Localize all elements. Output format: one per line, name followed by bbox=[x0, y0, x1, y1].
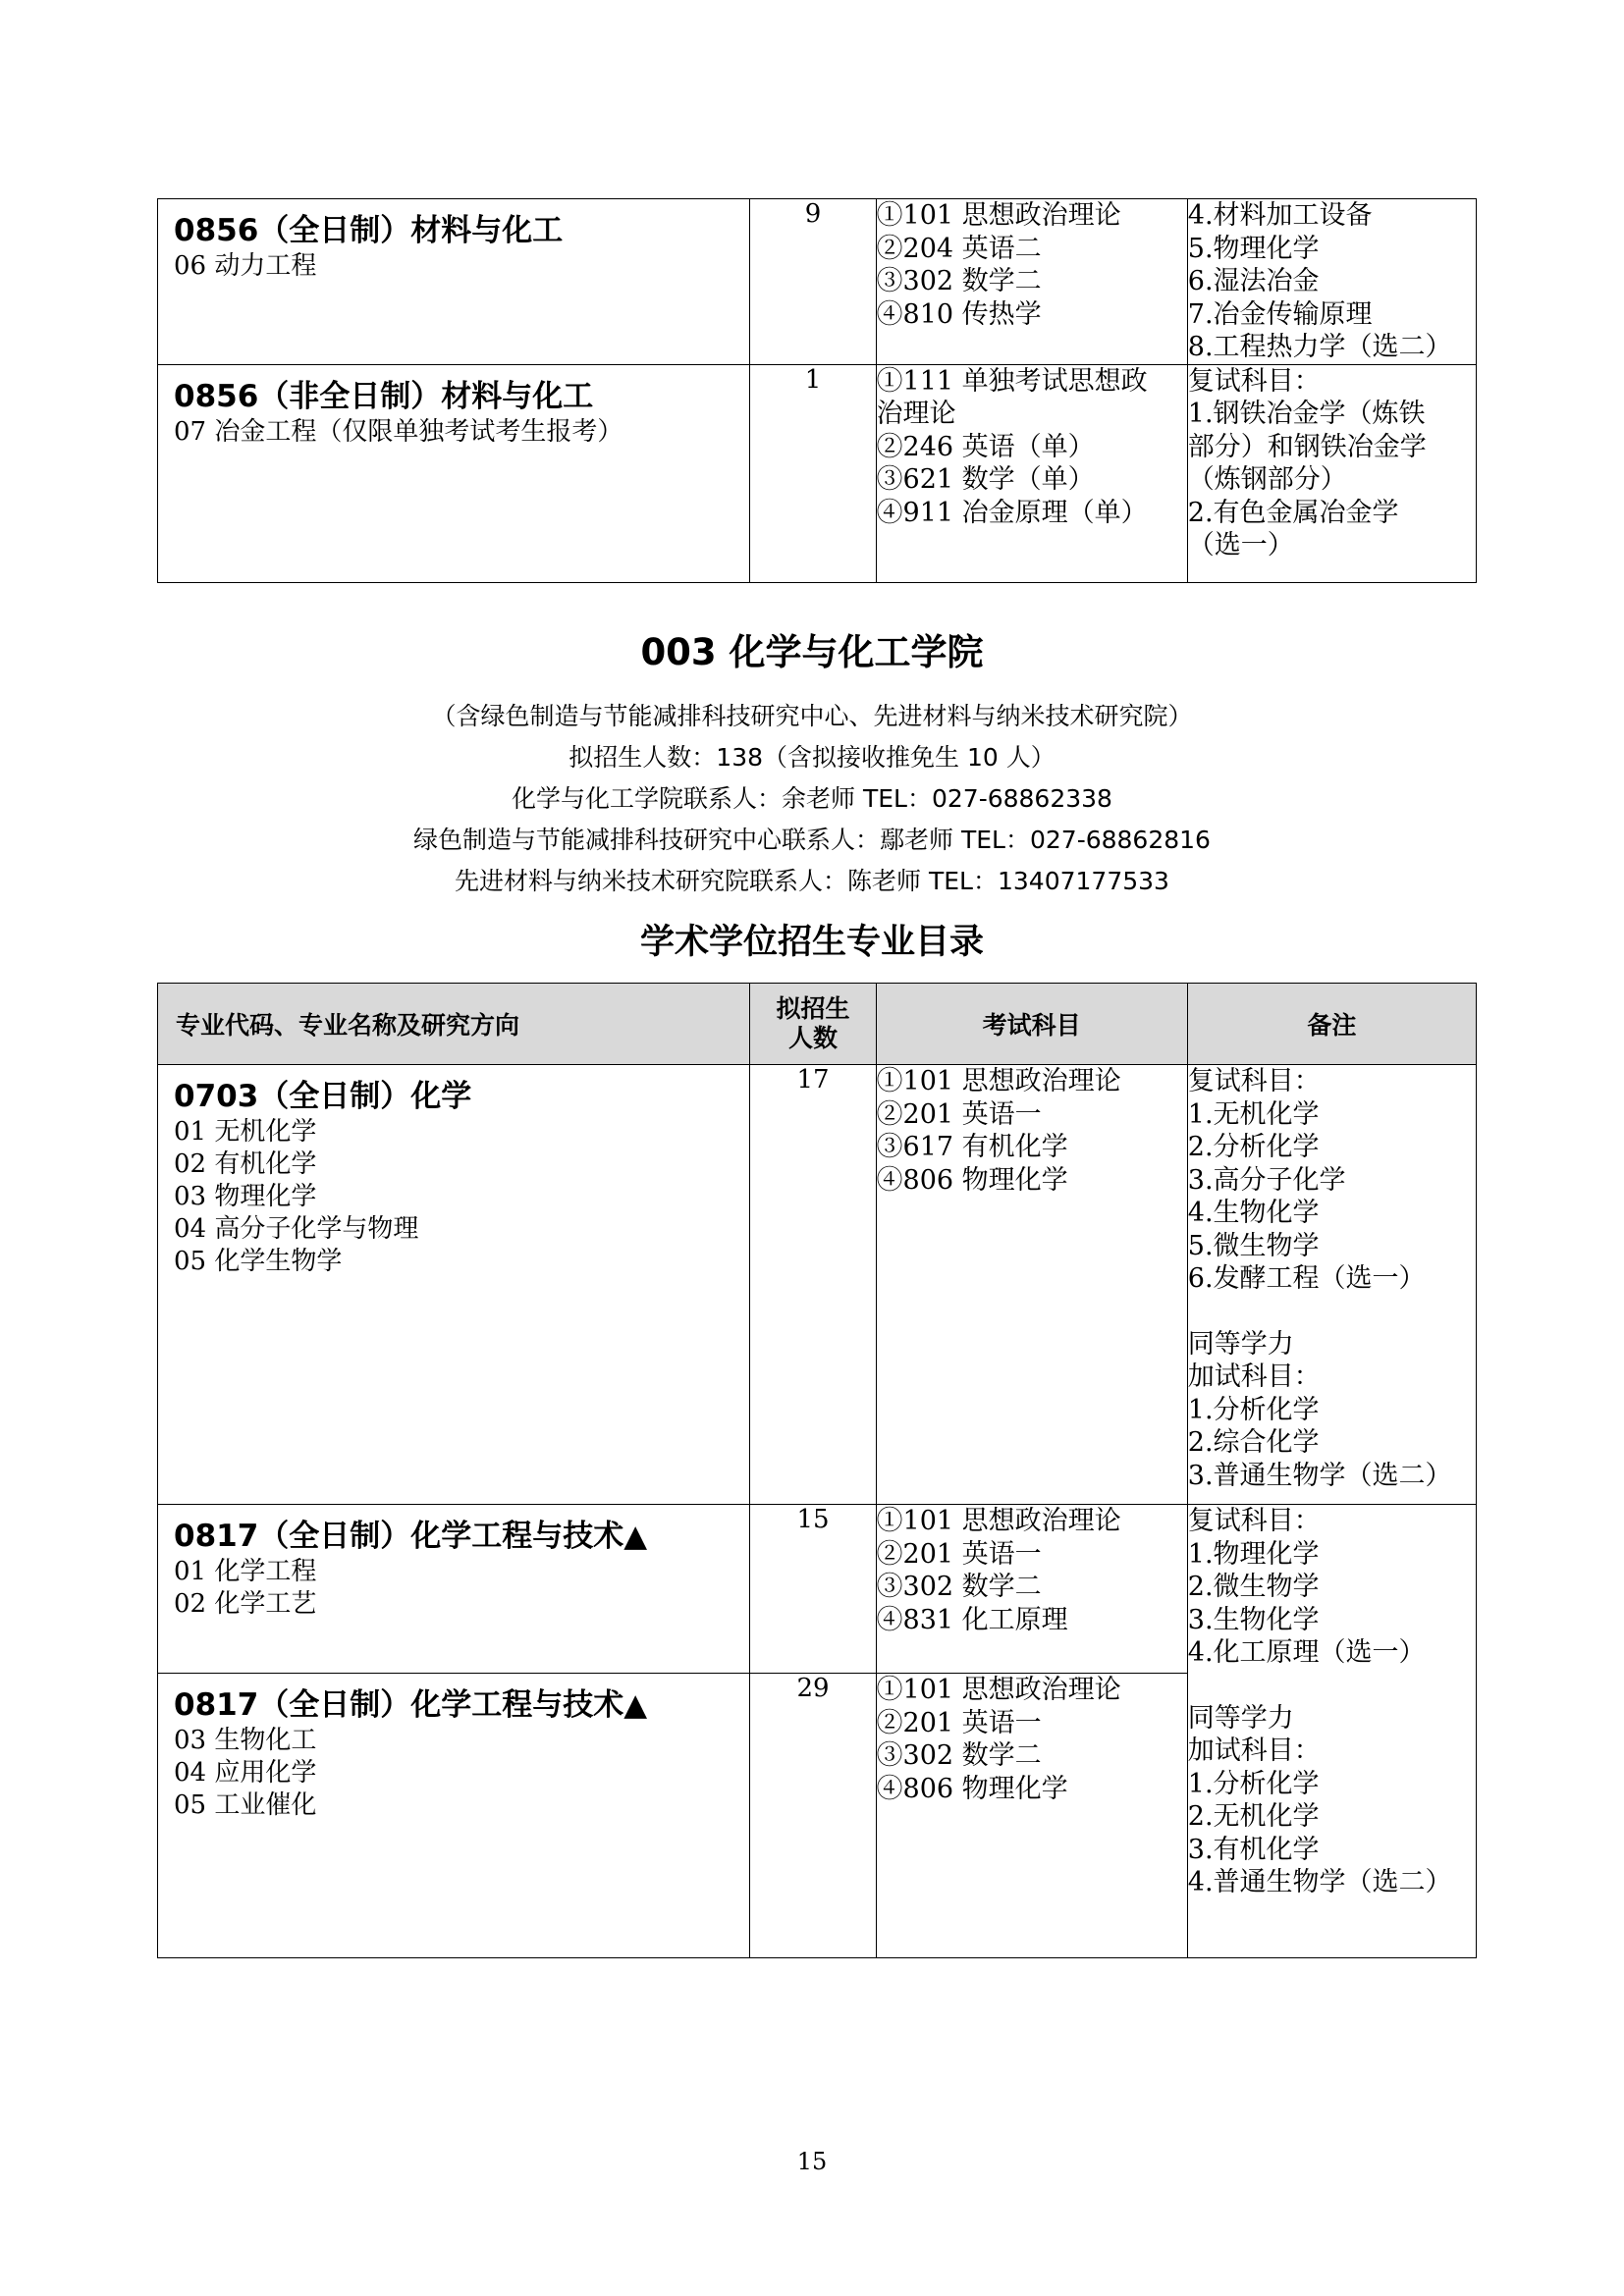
note-line: 4.普通生物学（选二） bbox=[1187, 1867, 1452, 1897]
note-line: 2.微生物学 bbox=[1187, 1572, 1320, 1602]
quota-cell: 29 bbox=[750, 1674, 876, 1958]
catalog-title: 学术学位招生专业目录 bbox=[639, 923, 984, 962]
note-line: 加试科目： bbox=[1187, 1735, 1321, 1766]
note-line: 2.综合化学 bbox=[1187, 1427, 1320, 1458]
exams-cell bbox=[876, 199, 1187, 365]
exams-cell bbox=[876, 1505, 1187, 1674]
note-line: 3.高分子化学 bbox=[1187, 1164, 1346, 1196]
note-line: 2.无机化学 bbox=[1187, 1801, 1320, 1832]
exam-subject: ①101 思想政治理论 bbox=[876, 1066, 1121, 1096]
exam-subject: ③617 有机化学 bbox=[876, 1132, 1068, 1162]
major-cell bbox=[158, 199, 750, 365]
research-direction: 05 工业催化 bbox=[174, 1790, 317, 1820]
table-row bbox=[158, 199, 1477, 365]
quota-cell: 1 bbox=[750, 364, 876, 582]
major-title: 0817（全日制）化学工程与技术▲ bbox=[174, 1519, 648, 1554]
exam-subject: ④806 物理化学 bbox=[876, 1164, 1068, 1196]
exam-subject: ②204 英语二 bbox=[876, 233, 1042, 264]
note-line: 加试科目： bbox=[1187, 1362, 1321, 1392]
exam-subject: ④806 物理化学 bbox=[876, 1773, 1068, 1804]
major-title: 0817（全日制）化学工程与技术▲ bbox=[174, 1687, 648, 1723]
note-line: 4.生物化学 bbox=[1187, 1198, 1320, 1228]
notes-cell bbox=[1187, 1065, 1476, 1505]
exam-subject: ④911 冶金原理（单） bbox=[876, 497, 1148, 528]
catalog-table bbox=[157, 983, 1477, 1958]
notes-cell bbox=[1187, 364, 1476, 582]
major-title: 0703（全日制）化学 bbox=[174, 1079, 472, 1114]
note-line: 1.分析化学 bbox=[1187, 1394, 1320, 1425]
exams-cell bbox=[876, 364, 1187, 582]
exam-subject: ②201 英语一 bbox=[876, 1707, 1042, 1738]
header-quota bbox=[750, 984, 876, 1065]
exam-subject: ②201 英语一 bbox=[876, 1538, 1042, 1570]
contact-line: 绿色制造与节能减排科技研究中心联系人：鄢老师 TEL：027-68862816 bbox=[413, 826, 1211, 854]
exam-subject: ③302 数学二 bbox=[876, 1572, 1042, 1602]
major-cell bbox=[158, 1065, 750, 1505]
exam-subject: ④831 化工原理 bbox=[876, 1604, 1068, 1635]
major-title: 0856（全日制）材料与化工 bbox=[174, 213, 564, 248]
header-exams: 考试科目 bbox=[876, 984, 1187, 1065]
table-row bbox=[158, 364, 1477, 582]
major-cell bbox=[158, 364, 750, 582]
header-quota-line2: 人数 bbox=[787, 1024, 838, 1052]
table-row bbox=[158, 1065, 1477, 1505]
exam-subject: ③621 数学（单） bbox=[876, 464, 1095, 495]
page-number: 15 bbox=[796, 2148, 828, 2175]
note-spacer bbox=[1188, 1670, 1476, 1702]
research-direction: 04 应用化学 bbox=[174, 1758, 317, 1788]
continuation-table bbox=[157, 198, 1477, 583]
major-cell bbox=[158, 1505, 750, 1674]
quota-cell: 17 bbox=[750, 1065, 876, 1505]
note-line: 4.化工原理（选一） bbox=[1187, 1637, 1426, 1668]
note-line: 8.工程热力学（选二） bbox=[1187, 332, 1452, 362]
note-line: 2.有色金属冶金学 bbox=[1187, 497, 1399, 528]
table-header-row bbox=[158, 984, 1477, 1065]
research-direction: 02 有机化学 bbox=[174, 1149, 317, 1179]
research-direction: 02 化学工艺 bbox=[174, 1589, 317, 1619]
notes-cell bbox=[1187, 199, 1476, 365]
note-line: 5.微生物学 bbox=[1187, 1230, 1320, 1261]
note-line: 复试科目： bbox=[1187, 1506, 1321, 1536]
note-line: 1.分析化学 bbox=[1187, 1768, 1320, 1799]
note-line: 6.发酵工程（选一） bbox=[1187, 1263, 1426, 1294]
research-direction: 03 生物化工 bbox=[174, 1726, 317, 1755]
exam-subject: 治理论 bbox=[876, 399, 956, 429]
enrollment-count: 拟招生人数：138（含拟接收推免生 10 人） bbox=[568, 743, 1056, 772]
table-row bbox=[158, 1505, 1477, 1674]
notes-cell bbox=[1187, 1505, 1476, 1958]
college-subtitle: （含绿色制造与节能减排科技研究中心、先进材料与纳米技术研究院） bbox=[431, 702, 1193, 730]
quota-cell: 15 bbox=[750, 1505, 876, 1674]
note-spacer bbox=[1188, 1296, 1476, 1328]
note-line: 7.冶金传输原理 bbox=[1187, 298, 1373, 330]
exam-subject: ②201 英语一 bbox=[876, 1098, 1042, 1130]
note-line: 6.湿法冶金 bbox=[1187, 266, 1320, 296]
exam-subject: ③302 数学二 bbox=[876, 266, 1042, 296]
note-line: 复试科目： bbox=[1187, 365, 1321, 397]
college-title: 003 化学与化工学院 bbox=[640, 631, 984, 673]
research-direction: 04 高分子化学与物理 bbox=[174, 1214, 419, 1244]
note-line: 部分）和钢铁冶金学 bbox=[1187, 431, 1427, 462]
research-direction: 03 物理化学 bbox=[174, 1182, 317, 1211]
header-major: 专业代码、专业名称及研究方向 bbox=[158, 984, 750, 1065]
quota-cell: 9 bbox=[750, 199, 876, 365]
research-direction: 01 化学工程 bbox=[174, 1557, 317, 1586]
exam-subject: ①101 思想政治理论 bbox=[876, 1675, 1121, 1705]
note-line: 4.材料加工设备 bbox=[1187, 200, 1373, 231]
note-line: 1.钢铁冶金学（炼铁 bbox=[1187, 399, 1426, 429]
exam-subject: ③302 数学二 bbox=[876, 1740, 1042, 1771]
note-line: 1.无机化学 bbox=[1187, 1098, 1320, 1130]
major-cell bbox=[158, 1674, 750, 1958]
note-line: 复试科目： bbox=[1187, 1066, 1321, 1096]
exam-subject: ④810 传热学 bbox=[876, 298, 1042, 330]
exam-subject: ②246 英语（单） bbox=[876, 431, 1095, 462]
note-line: 5.物理化学 bbox=[1187, 233, 1320, 264]
exam-subject: ①101 思想政治理论 bbox=[876, 1506, 1121, 1536]
header-quota-line1: 拟招生 bbox=[776, 994, 850, 1023]
contact-line: 先进材料与纳米技术研究院联系人：陈老师 TEL：13407177533 bbox=[455, 867, 1169, 895]
note-line: （选一） bbox=[1187, 530, 1294, 561]
note-line: 3.普通生物学（选二） bbox=[1187, 1460, 1452, 1491]
research-direction: 01 无机化学 bbox=[174, 1117, 317, 1147]
exams-cell bbox=[876, 1065, 1187, 1505]
note-line: 3.生物化学 bbox=[1187, 1604, 1320, 1635]
exam-subject: ①101 思想政治理论 bbox=[876, 200, 1121, 231]
note-line: 3.有机化学 bbox=[1187, 1834, 1320, 1865]
note-line: 同等学力 bbox=[1187, 1702, 1294, 1734]
research-direction: 07 冶金工程（仅限单独考试考生报考） bbox=[174, 416, 623, 447]
note-line: （炼钢部分） bbox=[1187, 464, 1347, 495]
exams-cell bbox=[876, 1674, 1187, 1958]
research-direction: 06 动力工程 bbox=[174, 251, 317, 281]
note-line: 同等学力 bbox=[1187, 1328, 1294, 1360]
exam-subject: ①111 单独考试思想政 bbox=[876, 365, 1148, 397]
research-direction: 05 化学生物学 bbox=[174, 1247, 343, 1276]
major-title: 0856（非全日制）材料与化工 bbox=[174, 378, 594, 414]
header-notes: 备注 bbox=[1187, 984, 1476, 1065]
contact-line: 化学与化工学院联系人：余老师 TEL：027-68862338 bbox=[512, 784, 1112, 813]
note-line: 2.分析化学 bbox=[1187, 1132, 1320, 1162]
note-line: 1.物理化学 bbox=[1187, 1538, 1320, 1570]
